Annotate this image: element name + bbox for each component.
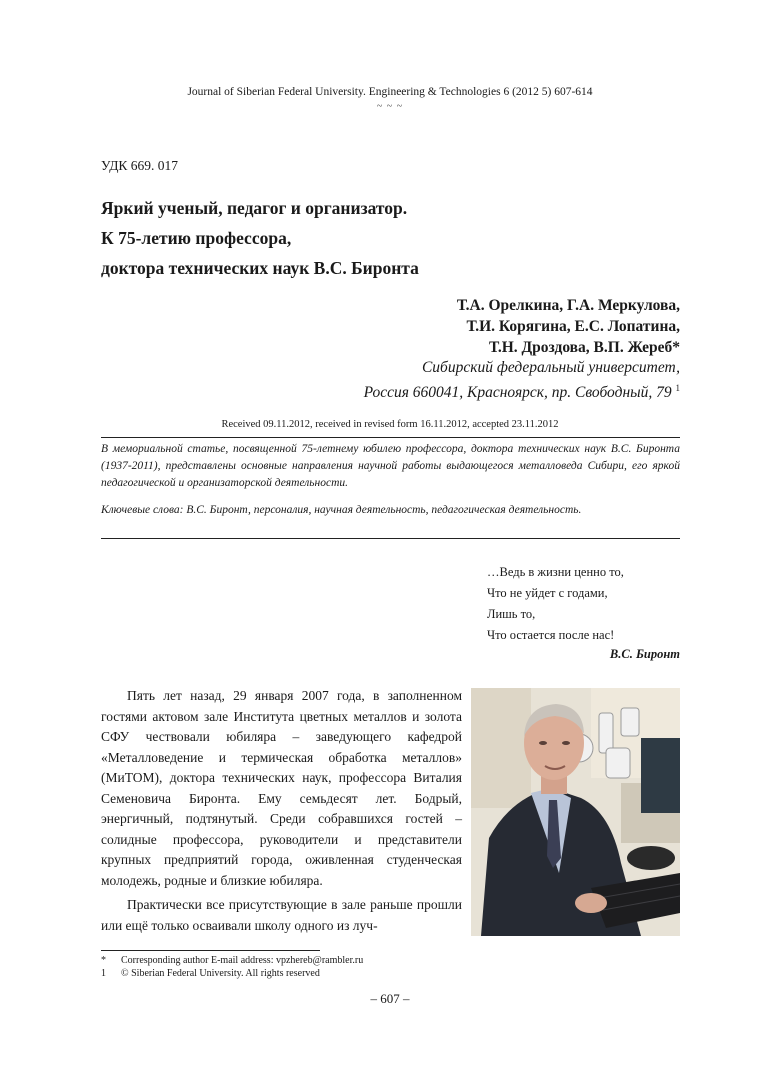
- epigraph-line: …Ведь в жизни ценно то,: [487, 565, 624, 579]
- title-line: К 75-летию профессора,: [101, 228, 292, 248]
- body-paragraph: Практически все присутствующие в зале раньше прошли или ещё только осваивали школу одного из луч-: [101, 897, 462, 933]
- title-line: доктора технических наук В.С. Биронта: [101, 258, 419, 278]
- epigraph-author: В.С. Биронт: [609, 647, 680, 661]
- footnote-rule: [101, 950, 320, 951]
- abstract: В мемориальной статье, посвященной 75-летнему юбилею профессора, доктора технических наук В.С. Биронта (1937-2011), представлены основные направления научной работы выдающегося металловеда Сибири, его яркой педагогической и организаторской деятельности.: [101, 443, 680, 489]
- author-line: Т.А. Орелкина, Г.А. Меркулова,: [456, 297, 680, 314]
- received-dates: Received 09.11.2012, received in revised form 16.11.2012, accepted 23.11.2012: [221, 419, 559, 430]
- epigraph: [487, 562, 624, 646]
- author-list: [457, 295, 680, 358]
- author-line: Т.И. Корягина, Е.С. Лопатина,: [466, 318, 680, 335]
- footnote: [101, 967, 363, 980]
- abstract-bottom-rule: [101, 538, 680, 539]
- body-paragraph: Пять лет назад, 29 января 2007 года, в заполненном гостями актовом зале Института цветных металлов и золота СФУ чествовали юбиляра – заведующего кафедрой «Металловедение и термическая обработка металлов» (МиТОМ), доктора технических наук, профессора Виталия Семеновича Биронта. Ему семьдесят лет. Бодрый, энергичный, подтянутый. Среди собравшихся гостей – солидные профессора, руководители и представители крупных предприятий города, оживленная студенческая молодежь, родные и близкие юбиляра.: [101, 688, 462, 888]
- body-text: [101, 686, 462, 940]
- footnote-text: © Siberian Federal University. All rights reserved: [121, 968, 320, 979]
- affiliation-address: Россия 660041, Красноярск, пр. Свободный, 79: [363, 384, 672, 402]
- affiliation-line: Сибирский федеральный университет,: [421, 359, 680, 376]
- footnotes: [101, 954, 363, 980]
- page-number: – 607 –: [370, 991, 410, 1006]
- footnote-mark: *: [101, 955, 106, 966]
- udk-code: УДК 669. 017: [101, 158, 179, 173]
- title-line: Яркий ученый, педагог и организатор.: [101, 198, 408, 218]
- article-title: [101, 193, 419, 283]
- author-line: Т.Н. Дроздова, В.П. Жереб*: [489, 339, 680, 356]
- footnote-mark: 1: [101, 968, 106, 979]
- affiliation: [364, 357, 680, 403]
- journal-header: Journal of Siberian Federal University. Engineering & Technologies 6 (2012 5) 607-614: [187, 86, 593, 98]
- affiliation-footnote-mark: 1: [675, 383, 680, 393]
- epigraph-line: Лишь то,: [487, 607, 536, 621]
- abstract-top-rule: [101, 437, 680, 438]
- portrait-photo: [471, 688, 680, 936]
- keywords: Ключевые слова: В.С. Биронт, персоналия, научная деятельность, педагогическая деятельность.: [101, 504, 582, 516]
- epigraph-line: Что не уйдет с годами,: [487, 586, 608, 600]
- header-ornament: ~ ~ ~: [376, 101, 404, 112]
- affiliation-line: [364, 378, 680, 403]
- epigraph-line: Что остается после нас!: [487, 628, 615, 642]
- footnote-text: Corresponding author E-mail address: vpzhereb@rambler.ru: [121, 955, 364, 966]
- footnote: [101, 954, 363, 967]
